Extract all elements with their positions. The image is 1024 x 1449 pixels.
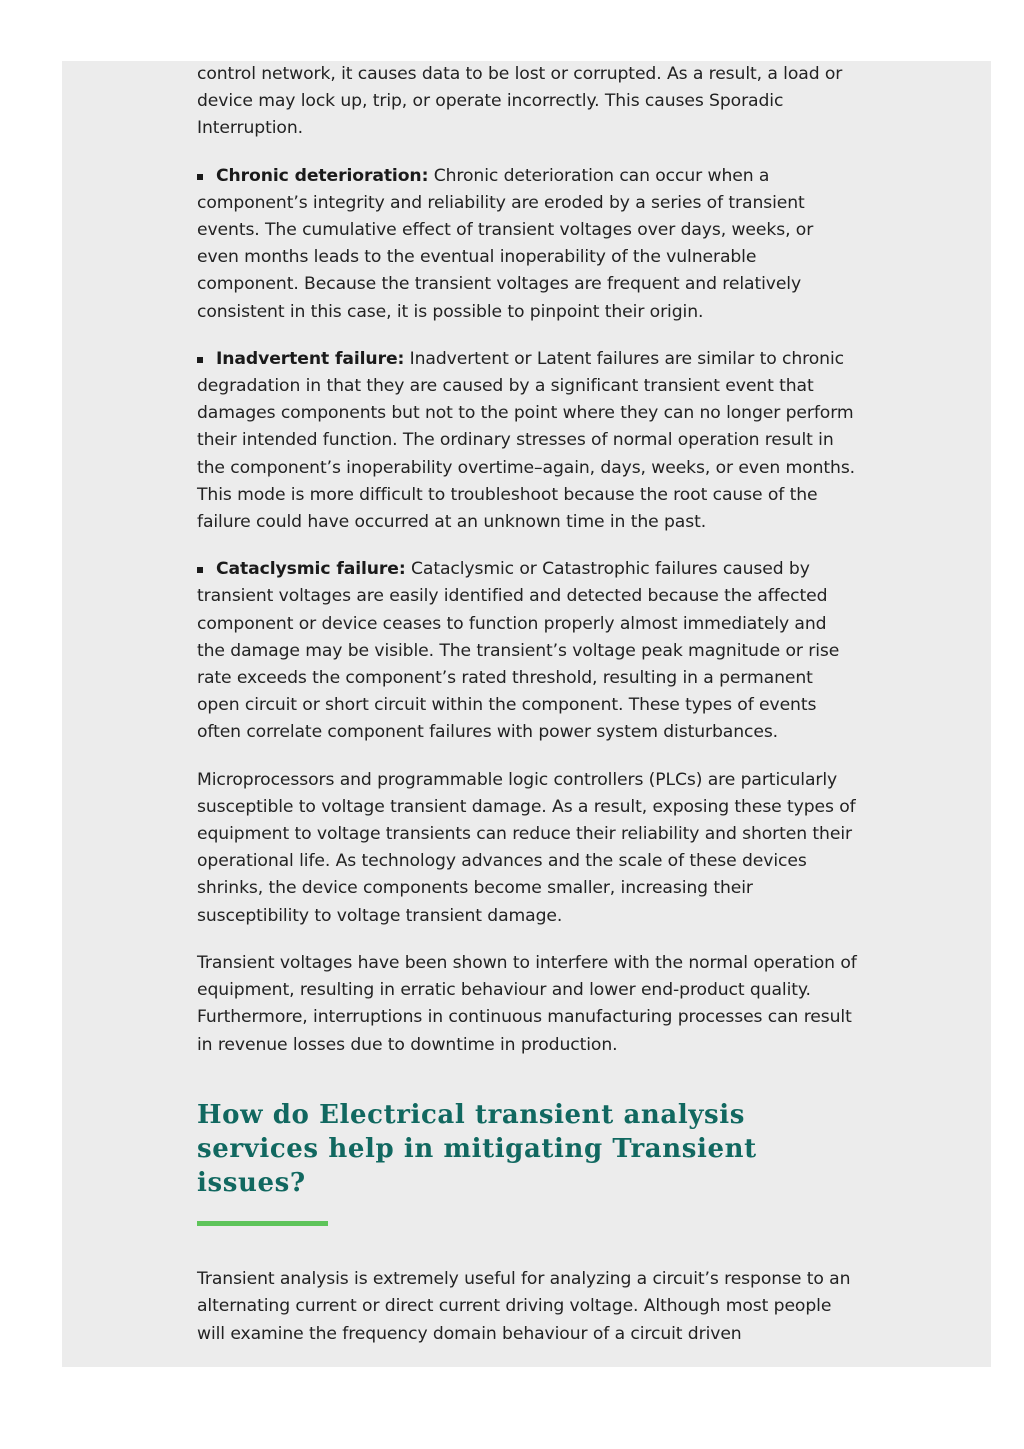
list-item-chronic-deterioration	[197, 163, 857, 326]
section-heading: How do Electrical transient analysis services help in mitigating Transient issues?	[197, 1099, 757, 1198]
bullet-term: Inadvertent failure:	[216, 348, 405, 369]
square-bullet-icon	[197, 567, 203, 573]
list-item-cataclysmic-failure	[197, 556, 857, 746]
paragraph-transient-interference: Transient voltages have been shown to interfere with the normal operation of equipment, resulting in erratic behaviour and lower end-product quality. Furthermore, interruptions in continuous manufacturing processes can result in revenue losses due to downtime in production.	[197, 952, 857, 1055]
paragraph-plc-susceptibility: Microprocessors and programmable logic controllers (PLCs) are particularly susceptible to voltage transient damage. As a result, exposing these types of equipment to voltage transients can reduce their reliability and shorten their operational life. As technology advances and the scale of these devices shrinks, the device components become smaller, increasing their susceptibility to voltage transient damage.	[197, 769, 856, 926]
article-content	[197, 61, 857, 1348]
bullet-text: Cataclysmic or Catastrophic failures caused by transient voltages are easily identified and detected because the affected component or device ceases to function properly almost immediately and the damage may be visible. The transient’s voltage peak magnitude or rise rate exceeds the component’s rated threshold, resulting in a permanent open circuit or short circuit within the component. These types of events often correlate component failures with power system disturbances.	[197, 559, 840, 743]
heading-underline	[197, 1221, 328, 1226]
bullet-term: Chronic deterioration:	[216, 165, 429, 186]
bullet-text: Chronic deterioration can occur when a component’s integrity and reliability are eroded by a series of transient events. The cumulative effect of transient voltages over days, weeks, or even months leads to the eventual inoperability of the vulnerable component. Because the transient voltages are frequent and relatively consistent in this case, it is possible to pinpoint their origin.	[197, 165, 814, 322]
document-panel	[62, 61, 991, 1367]
list-item-inadvertent-failure	[197, 346, 857, 536]
opening-paragraph: control network, it causes data to be lost or corrupted. As a result, a load or device may lock up, trip, or operate incorrectly. This causes Sporadic Interruption.	[197, 64, 843, 139]
bullet-term: Cataclysmic failure:	[216, 559, 406, 580]
square-bullet-icon	[197, 357, 203, 363]
square-bullet-icon	[197, 174, 203, 180]
bullet-text: Inadvertent or Latent failures are similar to chronic degradation in that they are caused by a significant transient event that damages components but not to the point where they can no longer perform their intended function. The ordinary stresses of normal operation result in the component’s inoperability overtime–again, days, weeks, or even months. This mode is more difficult to troubleshoot because the root cause of the failure could have occurred at an unknown time in the past.	[197, 348, 856, 533]
paragraph-transient-analysis: Transient analysis is extremely useful for analyzing a circuit’s response to an alternating current or direct current driving voltage. Although most people will examine the frequency domain behaviour of a circuit driven	[197, 1269, 851, 1344]
